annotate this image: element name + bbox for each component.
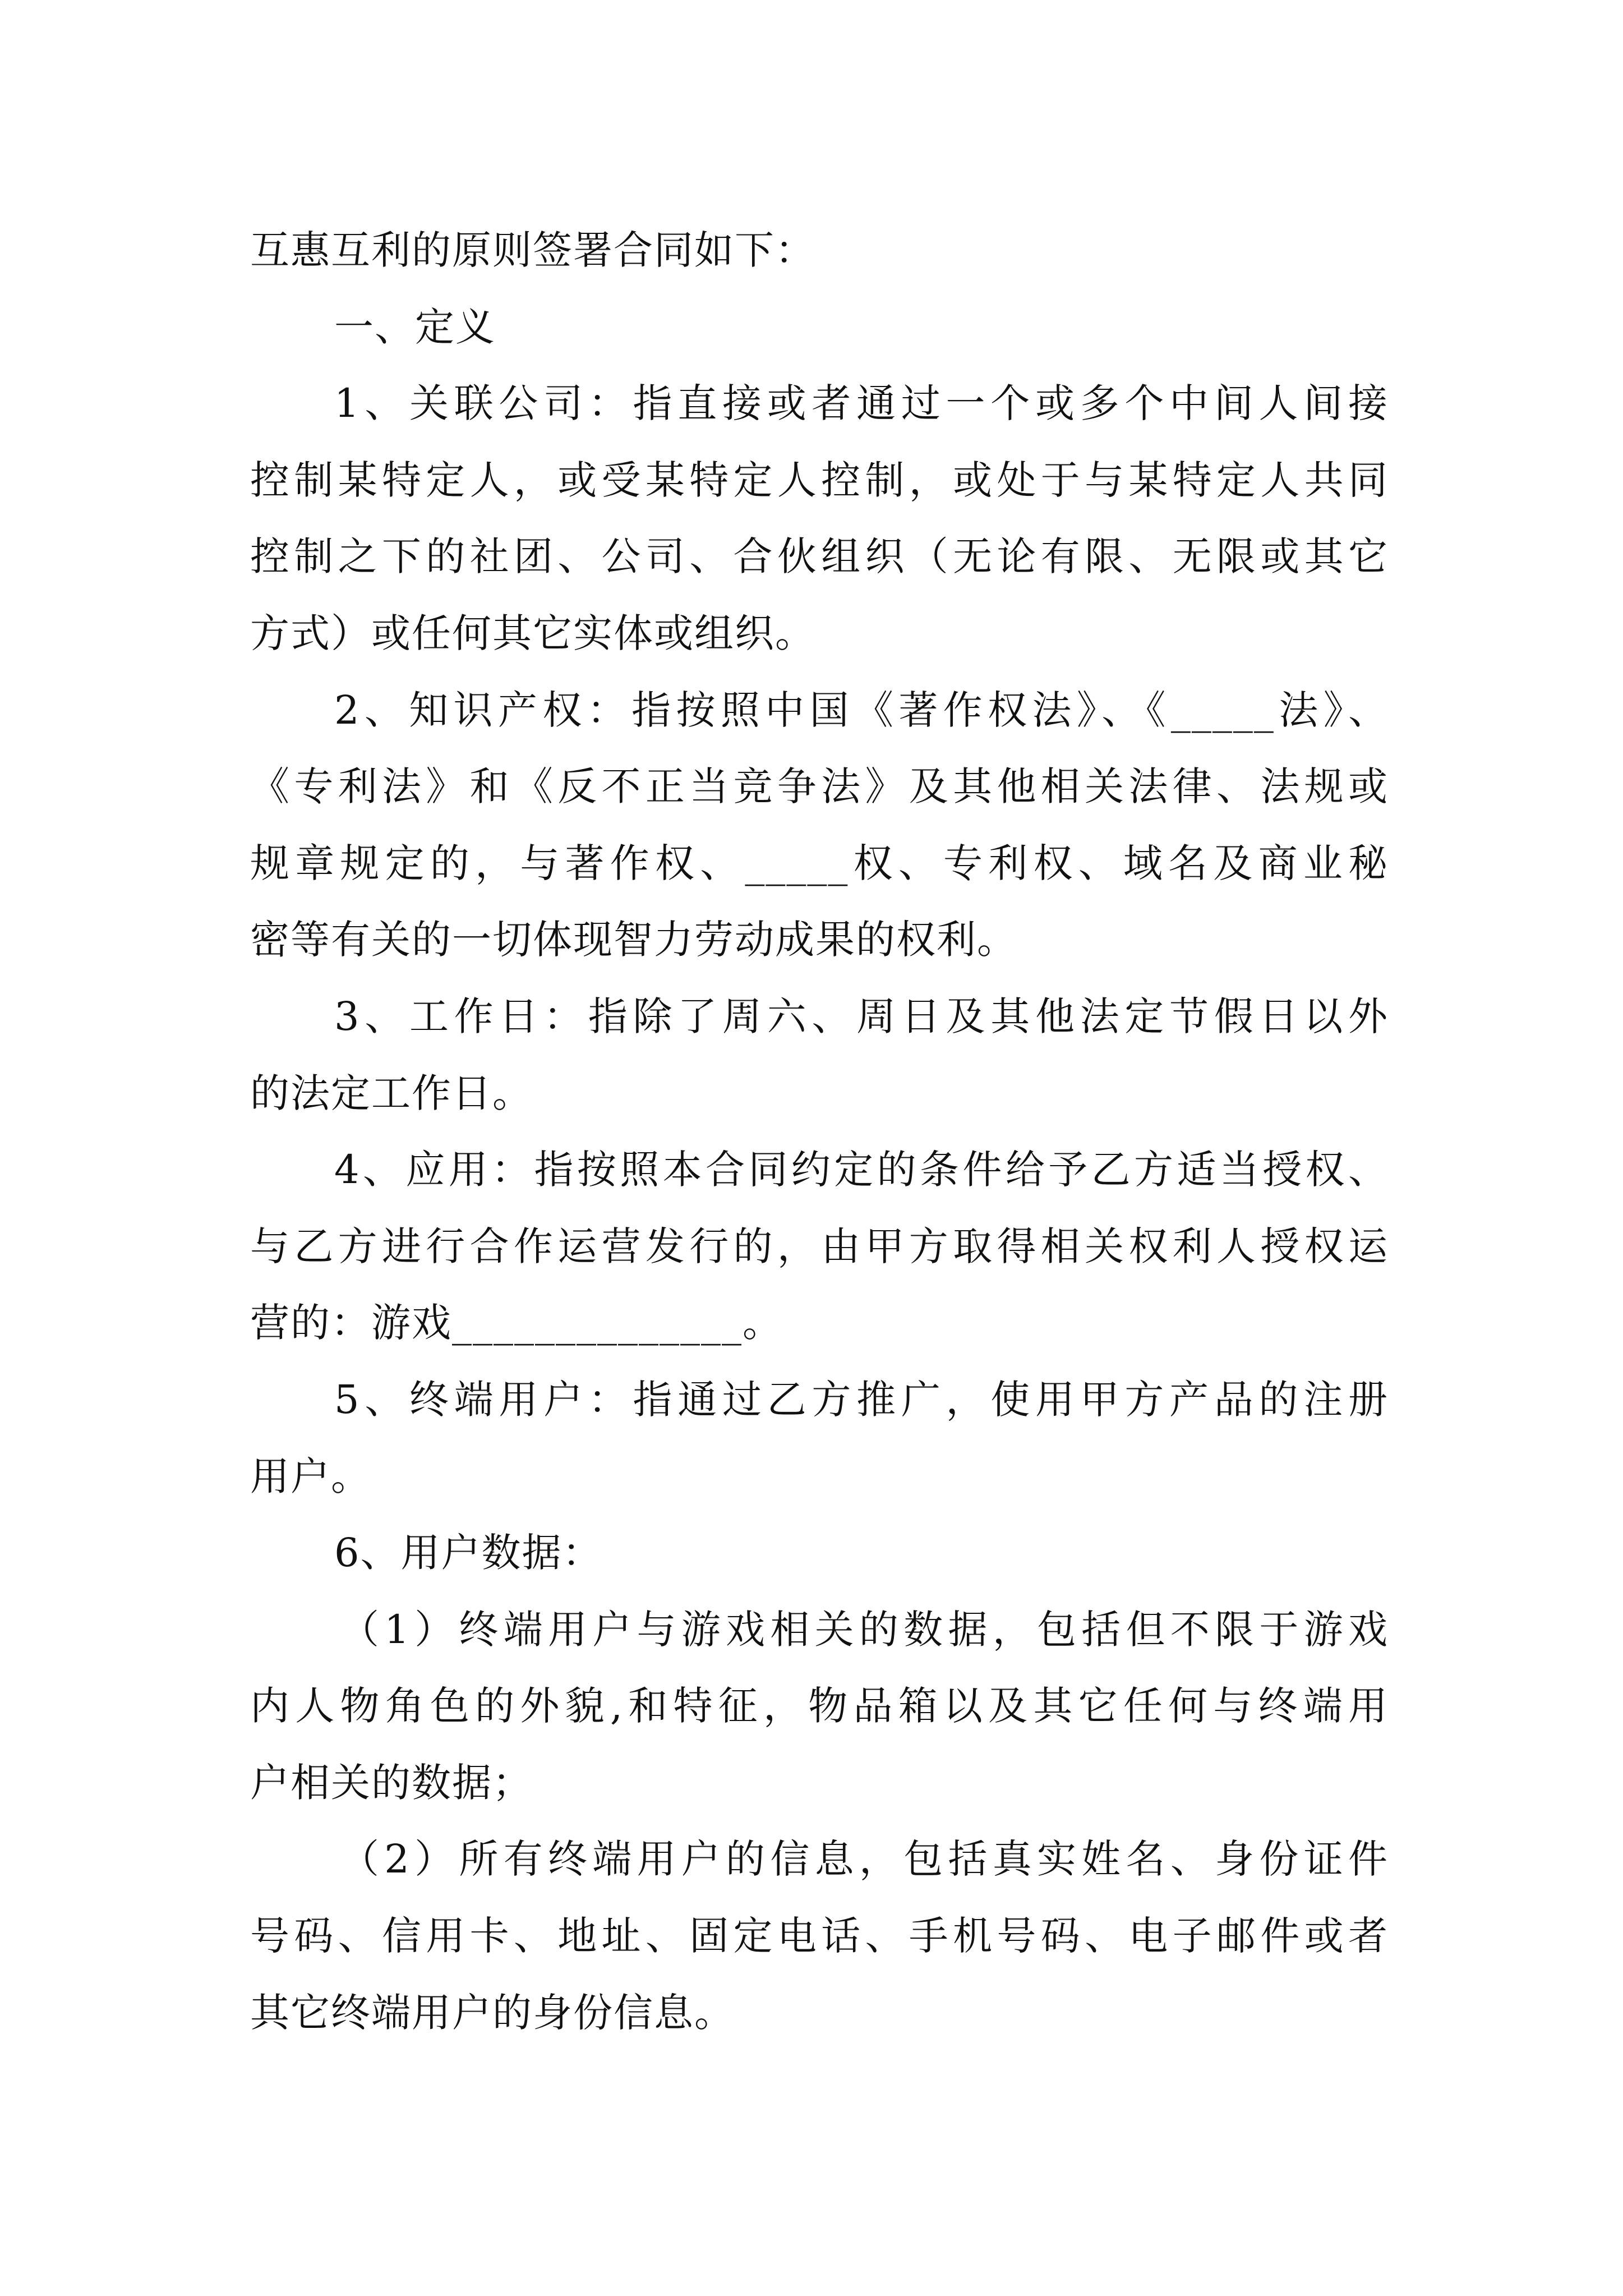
text-line: 与乙方进行合作运营发行的，由甲方取得相关权利人授权运 [250,1223,1389,1269]
text-line: 控制之下的社团、公司、合伙组织（无论有限、无限或其它 [250,533,1389,580]
text-line: 控制某特定人，或受某特定人控制，或处于与某特定人共同 [250,457,1389,503]
text-line: 《专利法》和《反不正当竞争法》及其他相关法律、法规或 [250,763,1389,810]
text-line: 1、关联公司：指直接或者通过一个或多个中间人间接 [334,380,1389,427]
text-line: 密等有关的一切体现智力劳动成果的权利。 [250,917,1017,963]
text-line: 营的：游戏______________。 [250,1300,783,1346]
text-line: 3、工作日：指除了周六、周日及其他法定节假日以外 [334,993,1389,1039]
section-heading: 一、定义 [334,303,496,350]
text-line: 规章规定的，与著作权、_____权、专利权、域名及商业秘 [250,840,1389,886]
document-body [250,212,1389,2051]
text-line: 互惠互利的原则签署合同如下： [250,227,815,273]
text-line: 户相关的数据； [250,1759,533,1806]
text-line: 方式）或任何其它实体或组织。 [250,610,815,656]
text-line: 号码、信用卡、地址、固定电话、手机号码、电子邮件或者 [250,1913,1389,1959]
text-line: 内人物角色的外貌,和特征，物品箱以及其它任何与终端用 [250,1683,1389,1729]
text-line: 2、知识产权：指按照中国《著作权法》、《_____法》、 [334,687,1389,733]
text-line: 4、应用：指按照本合同约定的条件给予乙方适当授权、 [334,1147,1389,1193]
text-line: 5、终端用户：指通过乙方推广，使用甲方产品的注册 [334,1376,1389,1423]
text-line: （2）所有终端用户的信息，包括真实姓名、身份证件 [340,1836,1389,1883]
text-line: 6、用户数据： [334,1530,603,1576]
text-line: 其它终端用户的身份信息。 [250,1989,735,2036]
text-line: （1）终端用户与游戏相关的数据，包括但不限于游戏 [340,1606,1389,1653]
text-line: 的法定工作日。 [250,1070,533,1116]
text-line: 用户。 [250,1453,371,1499]
